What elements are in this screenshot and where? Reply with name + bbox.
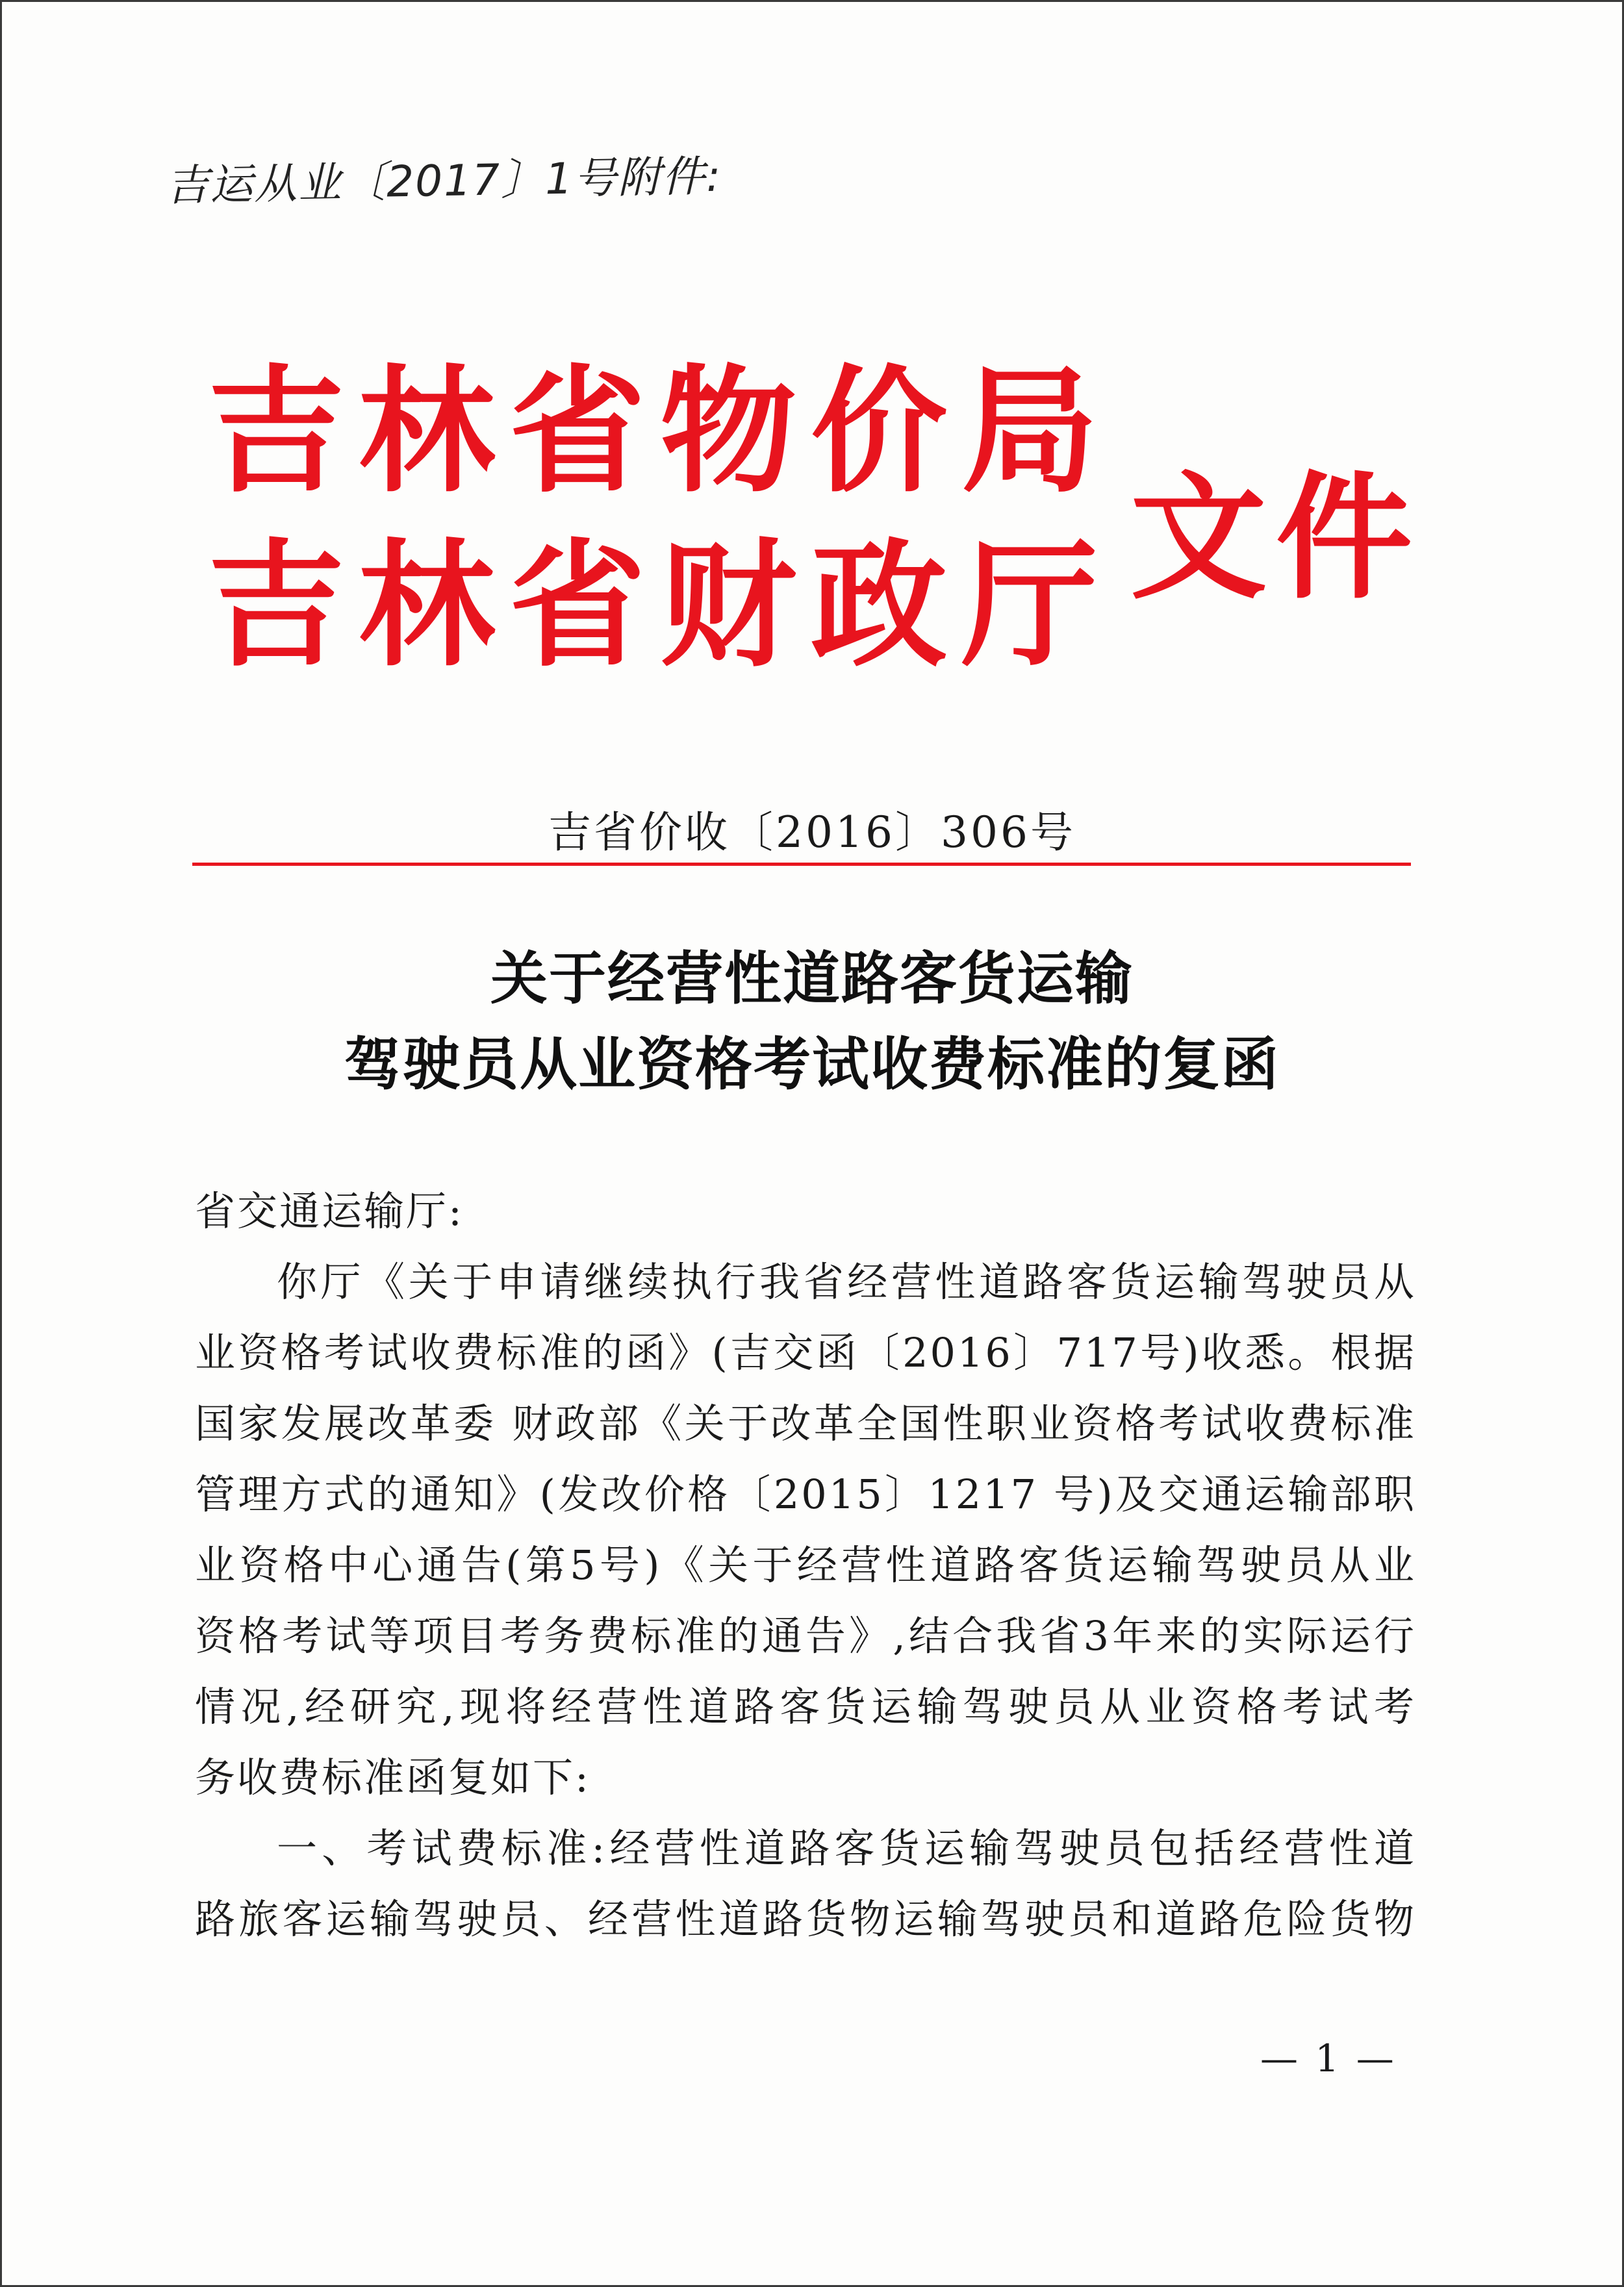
body-line-5: 业资格中心通告(第5号)《关于经营性道路客货运输驾驶员从业: [195, 1541, 1416, 1589]
body-line-7: 情况,经研究,现将经营性道路客货运输驾驶员从业资格考试考: [195, 1683, 1416, 1730]
body-line-4: 管理方式的通知》(发改价格〔2015〕1217 号)及交通运输部职: [195, 1471, 1416, 1518]
issuer-line-1: 吉林省物价局: [208, 351, 1113, 511]
body-line-1: 你厅《关于申请继续执行我省经营性道路客货运输驾驶员从: [277, 1258, 1416, 1306]
issuer-suffix: 文件: [1130, 457, 1422, 618]
body-line-10: 路旅客运输驾驶员、经营性道路货物运输驾驶员和道路危险货物: [195, 1895, 1416, 1943]
page-number: — 1 —: [1260, 2036, 1397, 2080]
issuer-line-2: 吉林省财政厅: [208, 525, 1113, 685]
issuer-header: [208, 344, 1113, 692]
document-title: [0, 935, 1624, 1107]
body-line-2: 业资格考试收费标准的函》(吉交函〔2016〕717号)收悉。根据: [195, 1329, 1416, 1376]
title-line-1: 关于经营性道路客货运输: [490, 944, 1134, 1012]
red-separator-line: [192, 863, 1411, 866]
body-line-8: 务收费标准函复如下:: [195, 1754, 590, 1801]
body-line-9: 一、考试费标准:经营性道路客货运输驾驶员包括经营性道: [277, 1825, 1416, 1872]
body-line-6: 资格考试等项目考务费标准的通告》,结合我省3年来的实际运行: [195, 1612, 1416, 1660]
document-number: 吉省价收〔2016〕306号: [548, 807, 1076, 857]
salutation: 省交通运输厅:: [195, 1187, 464, 1235]
body-line-3: 国家发展改革委 财政部《关于改革全国性职业资格考试收费标准: [195, 1400, 1416, 1447]
handwritten-annotation: 吉运从业〔2017〕1号附件:: [165, 151, 722, 211]
title-line-2: 驾驶员从业资格考试收费标准的复函: [344, 1030, 1280, 1098]
document-body: [195, 1176, 1416, 1954]
